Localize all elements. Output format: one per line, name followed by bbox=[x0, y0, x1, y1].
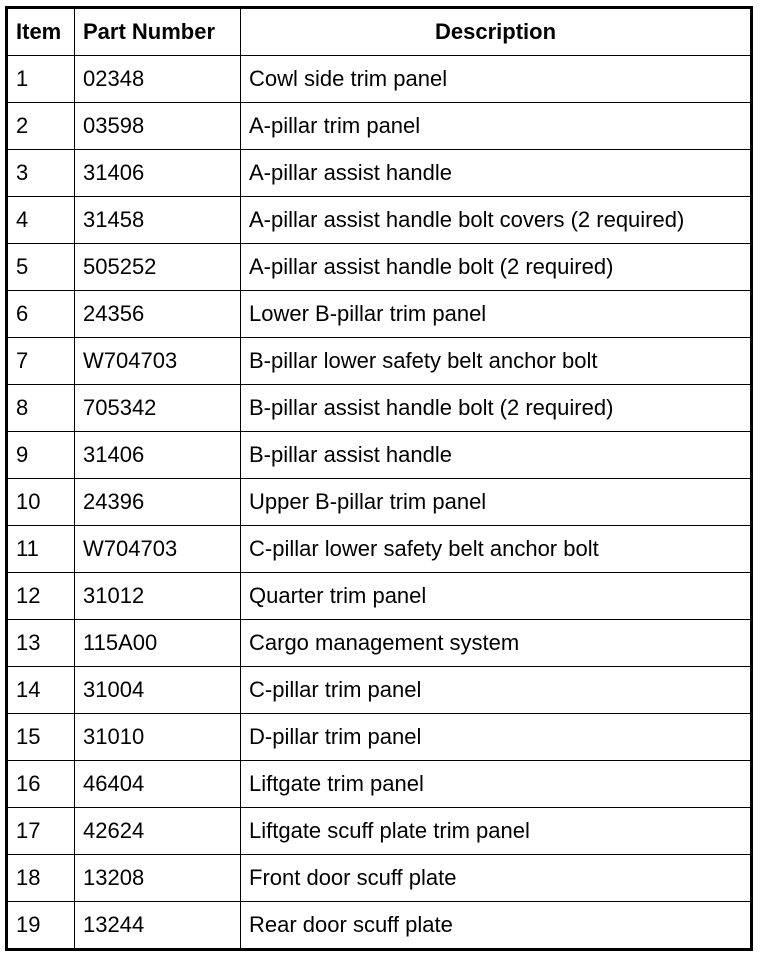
part-number-cell: 31406 bbox=[75, 150, 241, 197]
part-number-cell: 505252 bbox=[75, 244, 241, 291]
part-number-cell: W704703 bbox=[75, 526, 241, 573]
description-cell: Quarter trim panel bbox=[241, 573, 752, 620]
description-cell: Front door scuff plate bbox=[241, 855, 752, 902]
item-cell: 16 bbox=[7, 761, 75, 808]
item-cell: 19 bbox=[7, 902, 75, 950]
table-row bbox=[7, 291, 752, 338]
item-cell: 2 bbox=[7, 103, 75, 150]
table-row bbox=[7, 103, 752, 150]
description-cell: Upper B-pillar trim panel bbox=[241, 479, 752, 526]
item-cell: 7 bbox=[7, 338, 75, 385]
description-cell: Rear door scuff plate bbox=[241, 902, 752, 950]
part-number-cell: 02348 bbox=[75, 56, 241, 103]
description-cell: B-pillar lower safety belt anchor bolt bbox=[241, 338, 752, 385]
part-number-cell: 705342 bbox=[75, 385, 241, 432]
table-row bbox=[7, 573, 752, 620]
table-row bbox=[7, 526, 752, 573]
part-number-cell: W704703 bbox=[75, 338, 241, 385]
item-cell: 5 bbox=[7, 244, 75, 291]
description-cell: A-pillar assist handle bolt (2 required) bbox=[241, 244, 752, 291]
part-number-column-header: Part Number bbox=[75, 8, 241, 56]
table-row bbox=[7, 620, 752, 667]
description-cell: B-pillar assist handle bolt (2 required) bbox=[241, 385, 752, 432]
description-cell: Lower B-pillar trim panel bbox=[241, 291, 752, 338]
table-row bbox=[7, 902, 752, 950]
item-cell: 13 bbox=[7, 620, 75, 667]
item-cell: 14 bbox=[7, 667, 75, 714]
part-number-cell: 31004 bbox=[75, 667, 241, 714]
item-cell: 12 bbox=[7, 573, 75, 620]
part-number-cell: 24356 bbox=[75, 291, 241, 338]
description-cell: C-pillar lower safety belt anchor bolt bbox=[241, 526, 752, 573]
table-row bbox=[7, 808, 752, 855]
table-row bbox=[7, 385, 752, 432]
description-cell: Liftgate scuff plate trim panel bbox=[241, 808, 752, 855]
description-cell: Liftgate trim panel bbox=[241, 761, 752, 808]
description-column-header: Description bbox=[241, 8, 752, 56]
table-row bbox=[7, 667, 752, 714]
table-row bbox=[7, 150, 752, 197]
table-row bbox=[7, 479, 752, 526]
description-cell: D-pillar trim panel bbox=[241, 714, 752, 761]
description-cell: Cargo management system bbox=[241, 620, 752, 667]
part-number-cell: 31012 bbox=[75, 573, 241, 620]
part-number-cell: 42624 bbox=[75, 808, 241, 855]
item-cell: 15 bbox=[7, 714, 75, 761]
parts-table bbox=[5, 6, 753, 951]
table-body bbox=[7, 56, 752, 950]
part-number-cell: 46404 bbox=[75, 761, 241, 808]
item-column-header: Item bbox=[7, 8, 75, 56]
part-number-cell: 24396 bbox=[75, 479, 241, 526]
item-cell: 4 bbox=[7, 197, 75, 244]
item-cell: 3 bbox=[7, 150, 75, 197]
part-number-cell: 31458 bbox=[75, 197, 241, 244]
table-row bbox=[7, 244, 752, 291]
item-cell: 17 bbox=[7, 808, 75, 855]
table-row bbox=[7, 761, 752, 808]
table-row bbox=[7, 432, 752, 479]
table-row bbox=[7, 56, 752, 103]
part-number-cell: 115A00 bbox=[75, 620, 241, 667]
table-row bbox=[7, 338, 752, 385]
item-cell: 6 bbox=[7, 291, 75, 338]
part-number-cell: 13244 bbox=[75, 902, 241, 950]
item-cell: 10 bbox=[7, 479, 75, 526]
description-cell: Cowl side trim panel bbox=[241, 56, 752, 103]
item-cell: 18 bbox=[7, 855, 75, 902]
part-number-cell: 03598 bbox=[75, 103, 241, 150]
table-row bbox=[7, 714, 752, 761]
part-number-cell: 13208 bbox=[75, 855, 241, 902]
description-cell: B-pillar assist handle bbox=[241, 432, 752, 479]
item-cell: 9 bbox=[7, 432, 75, 479]
part-number-cell: 31406 bbox=[75, 432, 241, 479]
item-cell: 11 bbox=[7, 526, 75, 573]
item-cell: 8 bbox=[7, 385, 75, 432]
item-cell: 1 bbox=[7, 56, 75, 103]
description-cell: A-pillar trim panel bbox=[241, 103, 752, 150]
part-number-cell: 31010 bbox=[75, 714, 241, 761]
table-row bbox=[7, 855, 752, 902]
description-cell: C-pillar trim panel bbox=[241, 667, 752, 714]
table-row bbox=[7, 197, 752, 244]
description-cell: A-pillar assist handle bolt covers (2 required) bbox=[241, 197, 752, 244]
description-cell: A-pillar assist handle bbox=[241, 150, 752, 197]
table-header-row bbox=[7, 8, 752, 56]
